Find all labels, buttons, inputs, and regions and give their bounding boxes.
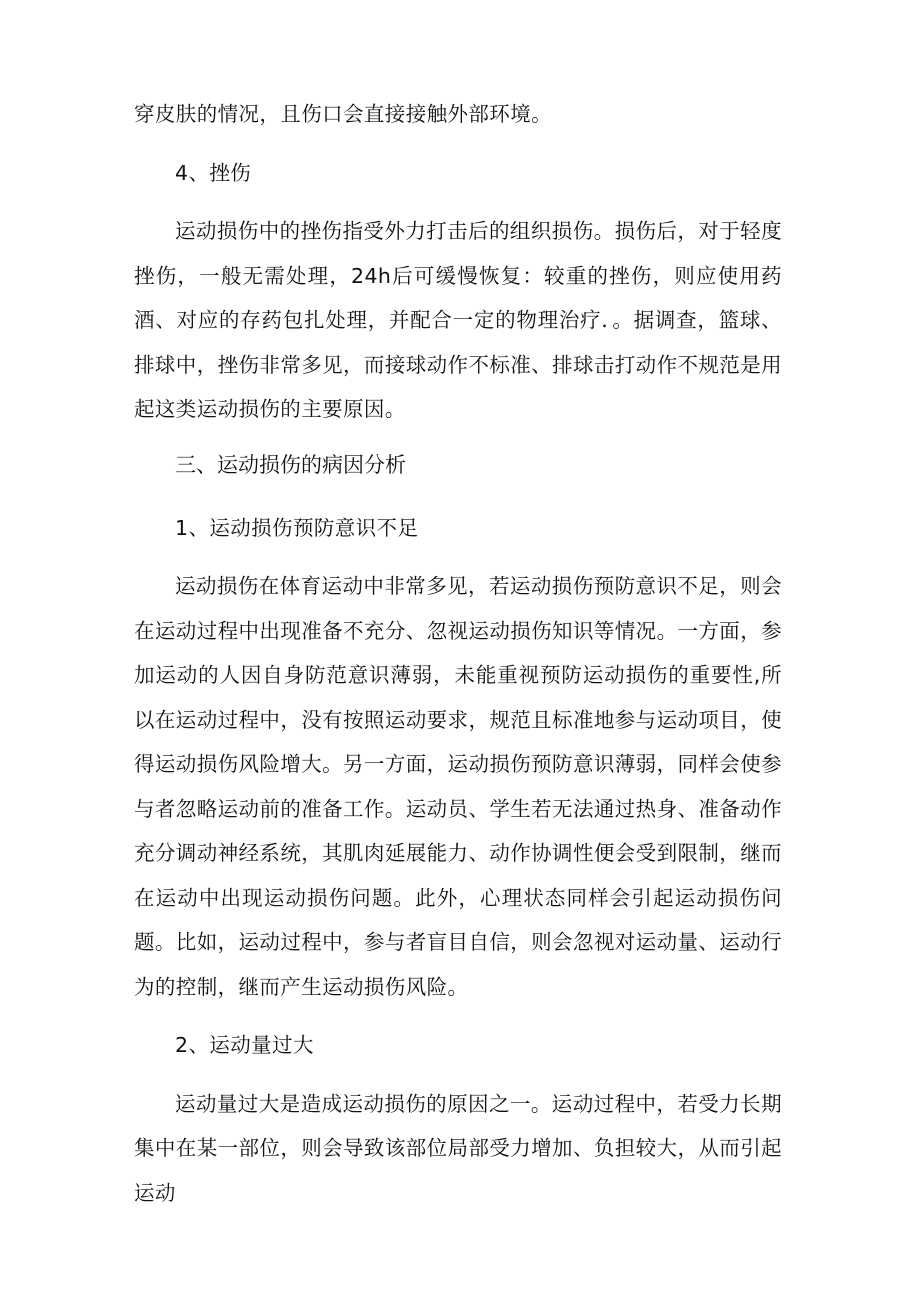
subheading-contusion: 4、挫伤 (175, 160, 252, 185)
subheading-prevention-awareness: 1、运动损伤预防意识不足 (175, 515, 419, 540)
section-heading-cause-analysis: 三、运动损伤的病因分析 (175, 452, 406, 477)
document-page (134, 92, 782, 1215)
paragraph-prevention-awareness: 运动损伤在体育运动中非常多见，若运动损伤预防意识不足，则会在运动过程中出现准备不充分、忽视运动损伤知识等情况。一方面，参加运动的人因自身防范意识薄弱，未能重视预防运动损伤的重要性,所以在运动过程中，没有按照运动要求，规范且标准地参与运动项目，使得运动损伤风险增大。另一方面，运动损伤预防意识薄弱，同样会使参与者忽略运动前的准备工作。运动员、学生若无法通过热身、准备动作充分调动神经系统，其肌肉延展能力、动作协调性便会受到限制，继而在运动中出现运动损伤问题。此外，心理状态同样会引起运动损伤问题。比如，运动过程中，参与者盲目自信，则会忽视对运动量、运动行为的控制，继而产生运动损伤风险。 (134, 574, 782, 999)
paragraph-contusion: 运动损伤中的挫伤指受外力打击后的组织损伤。损伤后，对于轻度挫伤，一般无需处理，24h后可缓慢恢复：较重的挫伤，则应使用药酒、对应的存药包扎处理，并配合一定的物理治疗．。据调查，篮球、排球中，挫伤非常多见，而接球动作不标准、排球击打动作不规范是用起这类运动损伤的主要原因。 (134, 219, 782, 421)
paragraph-continuation: 穿皮肤的情况，且伤口会直接接触外部环境。 (134, 102, 552, 126)
subheading-excessive-exercise: 2、运动量过大 (175, 1033, 314, 1057)
paragraph-excessive-exercise: 运动量过大是造成运动损伤的原因之一。运动过程中，若受力长期集中在某一部位，则会导致该部位局部受力增加、负担较大，从而引起运动 (134, 1091, 782, 1205)
